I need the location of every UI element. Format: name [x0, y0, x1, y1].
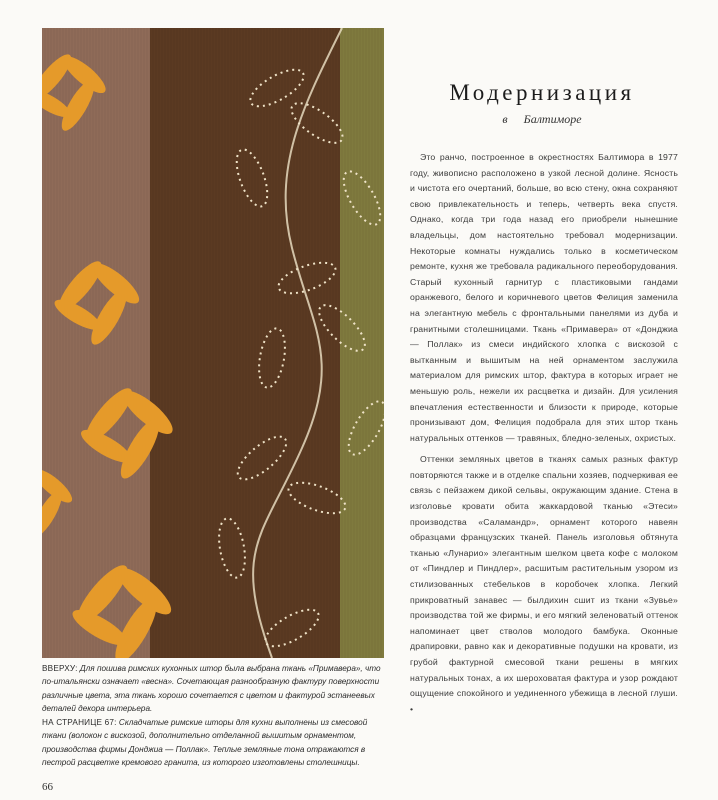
article-title: Модернизация: [449, 80, 635, 105]
subtitle-place: Балтиморе: [523, 112, 582, 126]
caption-top-lead: ВВЕРХУ:: [42, 664, 78, 673]
article-body: [410, 150, 678, 717]
subtitle-preposition: в: [502, 112, 508, 126]
body-paragraph-1: Это ранчо, построенное в окрестностях Балтимора в 1977 году, живописно расположено в узкой лесной долине. Ясность и чистота его очертаний, больше, во всю стену, окна сохраняют свою привлекательность и теперь, четверть века спустя. Однако, когда три года назад его приобрели нынешние владельцы, дом настоятельно требовал модернизации. Некоторые комнаты нуждались только в косметическом ремонте, кухня же требовала радикального переоборудования. Старый кухонный гарнитур с пластиковыми гандами оранжевого, белого и коричневого цветов Фелиция заменила на элегантную мебель с фронтальными панелями из дуба и гранитными столешницами. Ткань «Примавера» от «Донджиа — Поллак» из смеси индийского хлопка с вискозой с вытканным и вышитым на ней орнаментом заслужила материалом для римских штор, фактура в которых играет не меньшую роль, нежели их расцветка и дизайн. Для усиления впечатления естественности и близости к природе, которые пронизывают дом, Фелиция подобрала для этих штор ткань натуральных оттенков — травяных, бледно-зеленых, охристых.: [410, 152, 678, 443]
fabric-photo: [42, 28, 384, 658]
caption-top-text: Для пошива римских кухонных штор была выбрана ткань «Примавера», что по-итальянски означает «весна». Сочетающая разнообразную фактуру поверхности различные цвета, эта ткань хорошо сочетается с цветом и фактурой эстанеевых деталей декора интерьера.: [42, 664, 381, 714]
article-subtitle: [408, 112, 676, 127]
page-number: 66: [42, 781, 53, 793]
caption-bottom-lead: НА СТРАНИЦЕ 67:: [42, 718, 117, 727]
body-paragraph-2: Оттенки земляных цветов в тканях самых разных фактур повторяются также и в отделке спальни хозяев, подчеркивая ее связь с пейзажем дикой сельвы, окружающим здание. Стена в изголовье кровати обита жаккардовой тканью «Этеси» производства «Саламандр», орнамент которого навеян образцами французских тканей. Панель изголовья обтянута тканью «Лунарио» элегантным шелком цвета кофе с молоком от «Пиндлер и Пиндлер», расшитым растительным узором из стилизованных стебельков в коробочек хлопка. Легкий прикроватный занавес — былдихин сшит из ткани «Зувье» производства той же фирмы, и его мягкий зеленоватый оттенок напоминает цвет стволов молодого бамбука. Оконные драпировки, равно как и декоративные подушки на кровати, из грубой фактурной смесовой ткани решены в мягких натуральных тонах, а их шероховатая фактура и узор рождают ощущение спокойного и уединенного убежища в лесной глуши. •: [410, 454, 678, 714]
fabric-pattern-image: [42, 28, 384, 658]
caption-top: [42, 662, 386, 716]
caption-bottom-text: Складчатые римские шторы для кухни выполнены из смесовой ткани (волокон с вискозой, дополнительно отделанной вышитым орнаментом, производства фирмы Донджиа — Поллак». Теплые земляные тона отражаются в пестрой расцветке кремового гранита, из которого изготовлены столешницы.: [42, 718, 368, 768]
stripe-olive: [340, 28, 384, 658]
caption-bottom: [42, 716, 386, 770]
